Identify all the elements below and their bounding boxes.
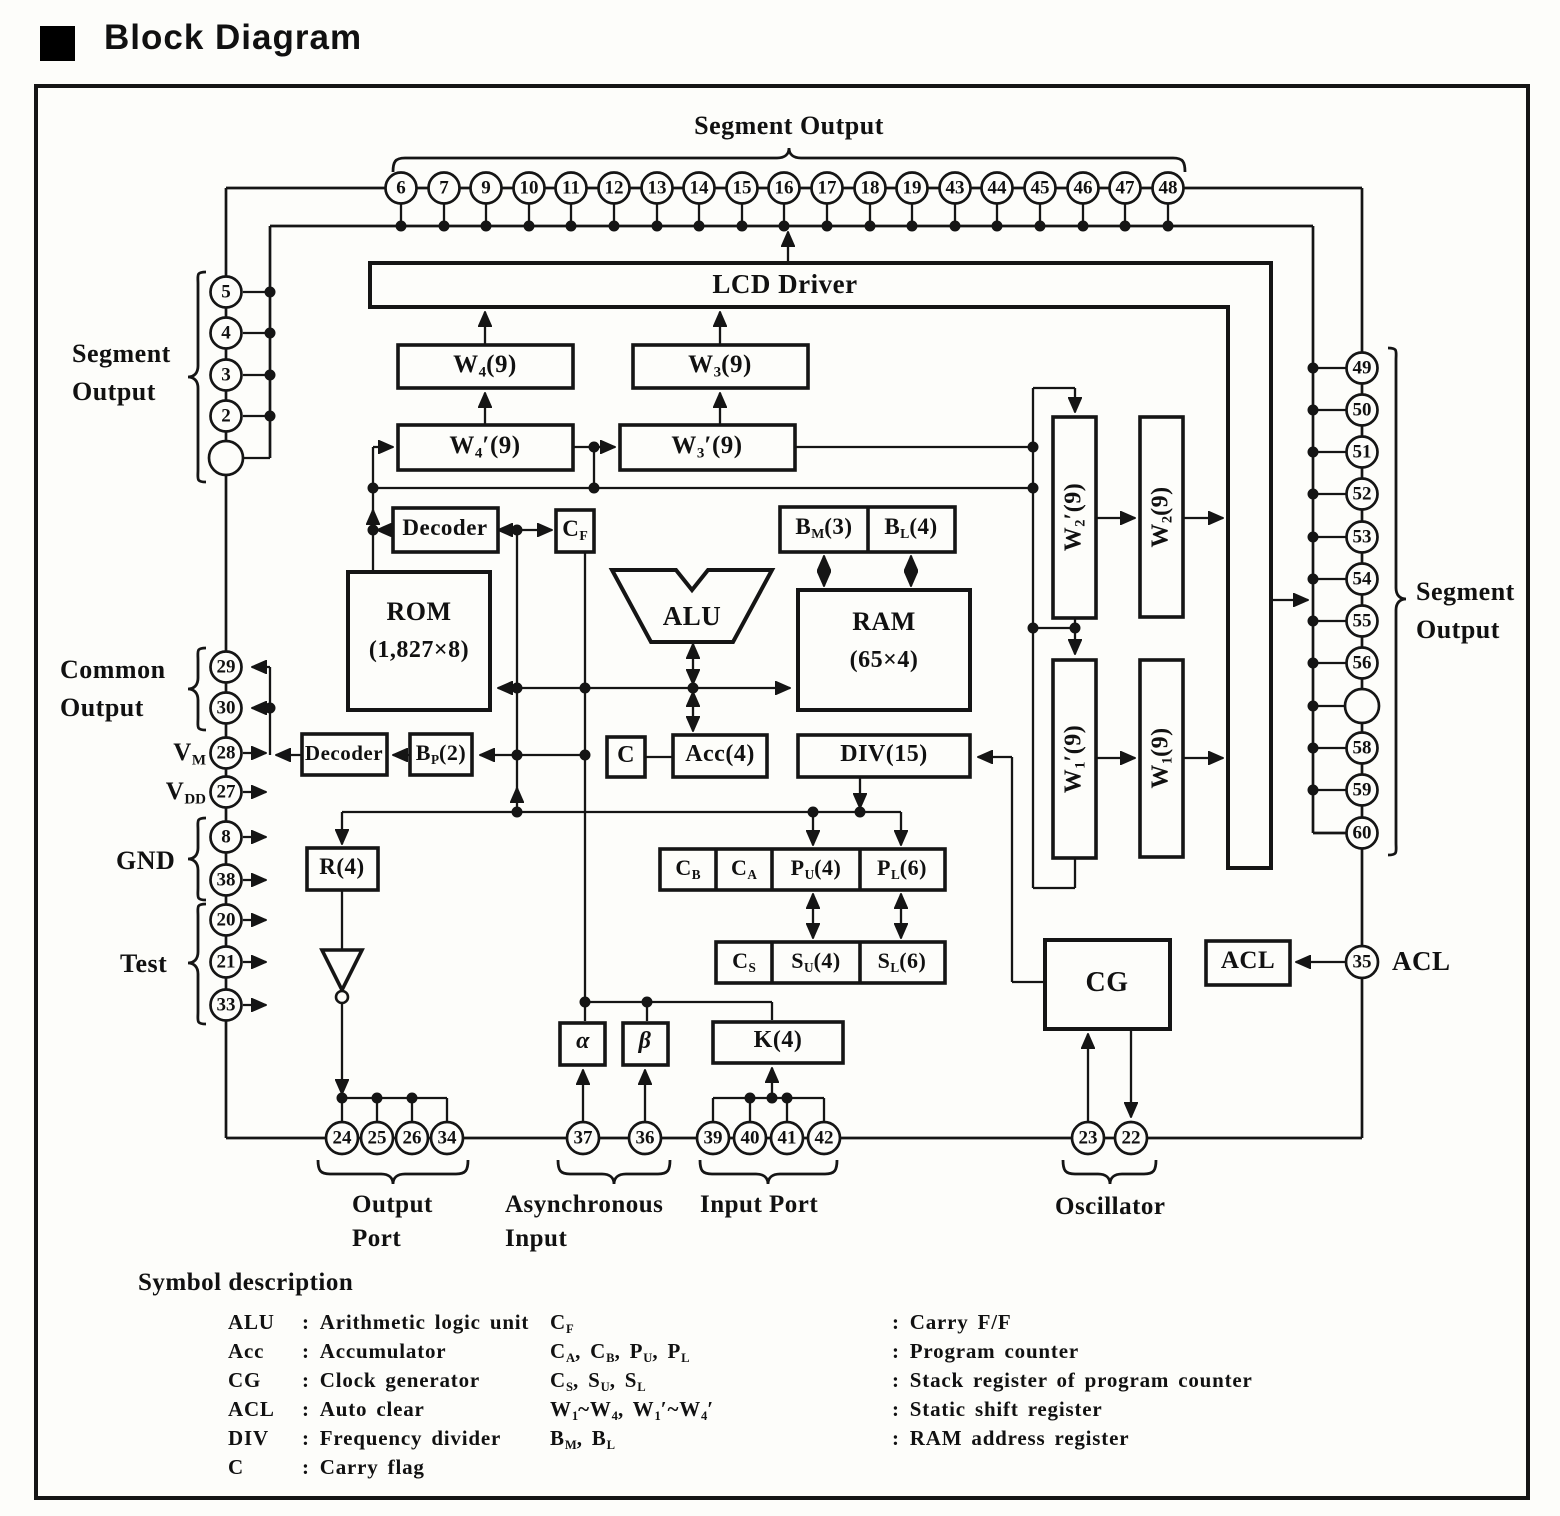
legend-colon: :	[892, 1397, 900, 1421]
pin-19	[897, 173, 928, 204]
legend-desc: Accumulator	[319, 1339, 447, 1363]
pin-12	[599, 173, 630, 204]
legend-colon: :	[892, 1339, 900, 1363]
label-segment-output-right-2: Output	[1416, 615, 1500, 644]
legend-row-div	[228, 1426, 501, 1451]
legend-colon: :	[892, 1368, 900, 1392]
label-acl-box: ACL	[1220, 947, 1276, 974]
legend-colon: :	[302, 1339, 310, 1363]
label-w2-prime: $W_2'(9)$	[1060, 482, 1089, 552]
pin-30	[211, 693, 242, 724]
svg-text:54: 54	[1352, 568, 1372, 590]
pin-23	[1072, 1122, 1104, 1154]
legend-desc: Carry flag	[319, 1455, 425, 1479]
label-w1: $W_1(9)$	[1147, 727, 1176, 789]
pin-53	[1347, 522, 1378, 553]
svg-text:27: 27	[216, 781, 236, 803]
svg-text:35: 35	[1352, 951, 1372, 973]
pin-48	[1153, 173, 1184, 204]
label-acc: Acc(4)	[685, 741, 755, 767]
label-w2: $W_2(9)$	[1147, 486, 1176, 548]
pin-3	[211, 360, 242, 391]
pin-21	[211, 947, 242, 978]
legend-sym: ALU	[228, 1310, 275, 1334]
svg-text:9: 9	[481, 177, 491, 199]
label-pu: $P_U(4)$	[790, 855, 842, 882]
svg-text:2: 2	[221, 405, 231, 427]
svg-text:34: 34	[437, 1127, 457, 1149]
label-c: C	[617, 742, 635, 768]
page-title: Block Diagram	[104, 18, 363, 57]
svg-text:43: 43	[945, 177, 965, 199]
legend-sym: ACL	[228, 1397, 275, 1421]
svg-text:26: 26	[402, 1127, 422, 1149]
label-decoder-2: Decoder	[304, 741, 384, 765]
svg-text:48: 48	[1158, 177, 1178, 199]
pin-blank-right	[1345, 689, 1379, 723]
legend-desc: RAM address register	[909, 1426, 1130, 1450]
label-sl: $S_L(6)$	[877, 948, 927, 975]
pin-52	[1347, 479, 1378, 510]
pin-13	[642, 173, 673, 204]
pin-27	[211, 777, 242, 808]
pin-39	[697, 1122, 729, 1154]
label-ca: $C_A$	[731, 855, 757, 882]
svg-text:49: 49	[1352, 357, 1372, 379]
label-segment-output-top: Segment Output	[694, 111, 884, 140]
label-gnd: GND	[116, 846, 176, 875]
label-alu: ALU	[662, 601, 722, 631]
pin-41	[771, 1122, 803, 1154]
legend-sym: Acc	[228, 1339, 265, 1363]
svg-text:19: 19	[902, 177, 922, 199]
pin-56	[1347, 648, 1378, 679]
label-w4-prime: $W_4'(9)$	[449, 432, 521, 462]
svg-text:47: 47	[1115, 177, 1135, 199]
pin-37	[567, 1122, 599, 1154]
label-decoder-1: Decoder	[402, 515, 488, 540]
brace-common-output	[188, 648, 206, 730]
pin-51	[1347, 437, 1378, 468]
pin-29	[211, 652, 242, 683]
legend-desc: Auto clear	[319, 1397, 425, 1421]
pin-7	[429, 173, 460, 204]
label-oscillator: Oscillator	[1055, 1193, 1166, 1220]
label-input-port: Input Port	[700, 1191, 819, 1218]
legend-desc: Arithmetic logic unit	[319, 1310, 530, 1334]
pin-2	[211, 401, 242, 432]
legend-sym: DIV	[228, 1426, 269, 1450]
pin-16	[769, 173, 800, 204]
label-rom-1: ROM	[386, 597, 452, 626]
label-segment-output-right-1: Segment	[1416, 577, 1515, 606]
label-cf: $C_F$	[562, 516, 588, 544]
pin-58	[1347, 733, 1378, 764]
svg-text:17: 17	[817, 177, 837, 199]
pin-47	[1110, 173, 1141, 204]
pin-34	[431, 1122, 463, 1154]
label-vm: $V_M$	[173, 739, 206, 769]
label-cg: CG	[1085, 967, 1129, 998]
legend-row-acl	[228, 1397, 425, 1422]
svg-text:22: 22	[1121, 1127, 1141, 1149]
pin-blank-left	[209, 441, 243, 475]
legend-sym: $C_F$	[550, 1310, 574, 1336]
pin-50	[1347, 395, 1378, 426]
pin-5	[211, 277, 242, 308]
legend-desc: Static shift register	[909, 1397, 1103, 1421]
svg-text:14: 14	[689, 177, 709, 199]
legend-desc: Frequency divider	[319, 1426, 502, 1450]
pin-46	[1068, 173, 1099, 204]
brace-gnd	[188, 818, 206, 900]
pin-35	[1346, 946, 1378, 978]
svg-text:16: 16	[774, 177, 794, 199]
svg-text:3: 3	[221, 364, 231, 386]
label-test: Test	[120, 949, 168, 978]
legend-row-c	[228, 1455, 425, 1480]
brace-segment-left	[188, 272, 206, 482]
label-r: R(4)	[319, 854, 365, 879]
pin-42	[808, 1122, 840, 1154]
pin-9	[471, 173, 502, 204]
label-alpha: α	[576, 1028, 590, 1054]
legend-colon: :	[892, 1426, 900, 1450]
inverter-icon	[322, 950, 362, 990]
svg-text:50: 50	[1352, 399, 1372, 421]
pin-24	[326, 1122, 358, 1154]
legend-sym: $B_M$, $B_L$	[550, 1426, 616, 1452]
svg-text:30: 30	[216, 697, 236, 719]
brace-test	[188, 904, 206, 1024]
pin-36	[629, 1122, 661, 1154]
label-cb: $C_B$	[675, 855, 701, 882]
label-su: $S_U(4)$	[791, 948, 841, 975]
label-ram-1: RAM	[852, 607, 916, 636]
svg-text:5: 5	[221, 281, 231, 303]
brace-segment-right	[1388, 348, 1406, 855]
legend-sym: $C_S$, $S_U$, $S_L$	[550, 1368, 646, 1394]
label-output-port-2: Port	[352, 1225, 402, 1252]
legend-desc: Carry F/F	[909, 1310, 1012, 1334]
svg-text:39: 39	[703, 1127, 723, 1149]
pin-43	[940, 173, 971, 204]
pin-45	[1025, 173, 1056, 204]
legend-desc: Stack register of program counter	[909, 1368, 1253, 1392]
label-rom-2: (1,827×8)	[368, 637, 470, 663]
label-segment-output-left-2: Output	[72, 377, 156, 406]
svg-text:53: 53	[1352, 526, 1372, 548]
legend-sym: $W_1\sim W_4$, $W_1'\sim W_4'$	[550, 1397, 715, 1423]
legend-row-ramaddr	[550, 1426, 1129, 1451]
legend-sym: CG	[228, 1368, 262, 1392]
svg-text:60: 60	[1352, 822, 1372, 844]
label-w4: $W_4(9)$	[453, 351, 517, 381]
legend-row-alu	[228, 1310, 529, 1335]
pin-55	[1347, 606, 1378, 637]
svg-text:21: 21	[216, 951, 236, 973]
legend-row-shift	[550, 1397, 1103, 1422]
svg-text:4: 4	[221, 322, 231, 344]
svg-text:20: 20	[216, 909, 236, 931]
legend-colon: :	[302, 1455, 310, 1479]
brace-oscillator	[1063, 1160, 1156, 1184]
brace-input-port	[700, 1160, 837, 1184]
pin-60	[1347, 818, 1378, 849]
legend-sym: C	[228, 1455, 244, 1479]
brace-output-port	[318, 1160, 468, 1184]
svg-text:44: 44	[987, 177, 1007, 199]
svg-text:24: 24	[332, 1127, 352, 1149]
svg-text:36: 36	[635, 1127, 655, 1149]
pin-14	[684, 173, 715, 204]
label-w3-prime: $W_3'(9)$	[671, 432, 743, 462]
label-segment-output-left-1: Segment	[72, 339, 171, 368]
svg-text:38: 38	[216, 869, 236, 891]
pin-33	[211, 990, 242, 1021]
legend-colon: :	[892, 1310, 900, 1334]
pin-15	[727, 173, 758, 204]
inverter-bubble-icon	[336, 991, 348, 1003]
svg-text:51: 51	[1352, 441, 1372, 463]
svg-text:42: 42	[814, 1127, 834, 1149]
svg-text:56: 56	[1352, 652, 1372, 674]
pin-40	[734, 1122, 766, 1154]
svg-text:7: 7	[439, 177, 449, 199]
label-async-input-2: Input	[505, 1225, 568, 1252]
pin-25	[361, 1122, 393, 1154]
svg-text:10: 10	[519, 177, 539, 199]
svg-text:46: 46	[1073, 177, 1093, 199]
label-cs: $C_S$	[732, 948, 756, 975]
svg-text:58: 58	[1352, 737, 1372, 759]
label-common-output-1: Common	[60, 655, 166, 684]
svg-text:11: 11	[562, 177, 580, 199]
pin-49	[1347, 353, 1378, 384]
label-div: DIV(15)	[840, 741, 928, 767]
legend-colon: :	[302, 1368, 310, 1392]
pin-10	[514, 173, 545, 204]
legend-sym: $C_A$, $C_B$, $P_U$, $P_L$	[550, 1339, 690, 1365]
label-beta: β	[638, 1028, 652, 1054]
pin-59	[1347, 775, 1378, 806]
legend-row-pc	[550, 1339, 1079, 1364]
pin-26	[396, 1122, 428, 1154]
label-k: K(4)	[753, 1027, 803, 1053]
svg-text:55: 55	[1352, 610, 1372, 632]
pin-18	[855, 173, 886, 204]
svg-text:13: 13	[647, 177, 667, 199]
legend-colon: :	[302, 1426, 310, 1450]
title-bullet-icon	[40, 26, 75, 61]
svg-text:8: 8	[221, 826, 231, 848]
pin-44	[982, 173, 1013, 204]
svg-text:23: 23	[1078, 1127, 1098, 1149]
label-common-output-2: Output	[60, 693, 144, 722]
legend-desc: Clock generator	[319, 1368, 481, 1392]
pin-4	[211, 318, 242, 349]
legend-title: Symbol description	[138, 1269, 354, 1296]
brace-segment-top	[393, 148, 1185, 172]
pin-17	[812, 173, 843, 204]
label-lcd-driver: LCD Driver	[712, 269, 858, 299]
label-bm: $B_M(3)$	[795, 514, 853, 542]
label-bl: $B_L(4)$	[884, 514, 938, 542]
svg-text:41: 41	[777, 1127, 797, 1149]
legend-row-cg	[228, 1368, 480, 1393]
label-bp: $B_P(2)$	[415, 740, 467, 767]
pin-38	[211, 865, 242, 896]
legend-desc: Program counter	[909, 1339, 1079, 1363]
legend-row-cf	[550, 1310, 1012, 1335]
brace-async-input	[558, 1160, 670, 1184]
svg-text:6: 6	[396, 177, 406, 199]
label-acl-pin: ACL	[1392, 946, 1451, 976]
pin-6	[386, 173, 417, 204]
svg-text:59: 59	[1352, 779, 1372, 801]
pin-11	[556, 173, 587, 204]
svg-text:37: 37	[573, 1127, 593, 1149]
legend-row-stack	[550, 1368, 1253, 1393]
legend-row-acc	[228, 1339, 446, 1364]
label-pl: $P_L(6)$	[877, 855, 927, 882]
svg-text:12: 12	[604, 177, 624, 199]
pin-22	[1115, 1122, 1147, 1154]
svg-text:18: 18	[860, 177, 880, 199]
label-w1-prime: $W_1'(9)$	[1060, 724, 1089, 794]
label-async-input-1: Asynchronous	[505, 1191, 664, 1218]
legend-colon: :	[302, 1397, 310, 1421]
blocks	[302, 263, 1290, 1065]
pin-54	[1347, 564, 1378, 595]
label-w3: $W_3(9)$	[688, 351, 752, 381]
pin-28	[211, 738, 242, 769]
label-vdd: $V_{DD}$	[165, 778, 206, 808]
pin-20	[211, 905, 242, 936]
label-output-port-1: Output	[352, 1191, 433, 1218]
svg-text:28: 28	[216, 742, 236, 764]
svg-text:45: 45	[1030, 177, 1050, 199]
svg-text:33: 33	[216, 994, 236, 1016]
label-ram-2: (65×4)	[849, 647, 919, 673]
legend-colon: :	[302, 1310, 310, 1334]
svg-text:40: 40	[740, 1127, 760, 1149]
svg-text:52: 52	[1352, 483, 1372, 505]
svg-text:29: 29	[216, 656, 236, 678]
svg-text:15: 15	[732, 177, 752, 199]
svg-text:25: 25	[367, 1127, 387, 1149]
pin-8	[211, 822, 242, 853]
